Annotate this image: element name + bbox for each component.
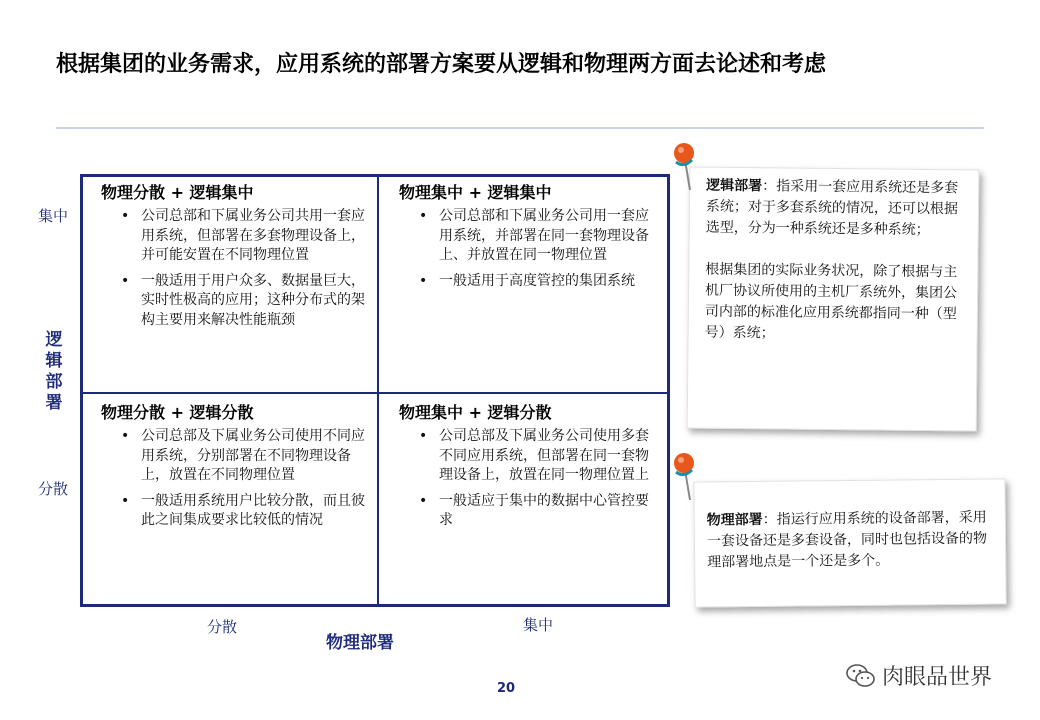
quadrant-heading: 物理集中 + 逻辑集中 (399, 183, 552, 202)
note-definition (706, 176, 965, 242)
physical-deployment-note (693, 478, 1006, 607)
page-title: 根据集团的业务需求，应用系统的部署方案要从逻辑和物理两方面去论述和考虑 (56, 52, 827, 77)
quadrant-heading: 物理集中 + 逻辑分散 (399, 403, 552, 422)
quadrant-heading: 物理分散 + 逻辑分散 (101, 403, 254, 422)
bullet-item: • 一般适应于集中的数据中心管控要求 (439, 492, 658, 531)
x-axis-right-label: 集中 (523, 616, 554, 634)
bullet-item: • 公司总部和下属业务公司用一套应用系统，并部署在同一套物理设备上、并放置在同一物理位置 (439, 207, 658, 266)
bullet-list (399, 207, 658, 291)
bullet-list (101, 427, 365, 531)
watermark (846, 660, 992, 691)
bullet-list (101, 207, 365, 330)
title-divider (56, 127, 984, 129)
bullet-list (399, 427, 658, 531)
note-definition-text: ：指采用一套应用系统还是多套系统；对于多套系统的情况，还可以根据选型，分为一种系统还是多种系统； (705, 178, 959, 239)
quadrant-physical-distributed-logical-distributed (83, 394, 377, 607)
push-pin-icon (670, 450, 704, 502)
note-definition-text: ：指运行应用系统的设备部署，采用一套设备还是多套设备，同时也包括设备的物理部署地点是一个还是多个。 (706, 509, 988, 571)
push-pin-icon (670, 140, 704, 192)
watermark-text: 肉眼品世界 (882, 665, 993, 690)
deployment-matrix (80, 174, 670, 607)
quadrant-physical-distributed-logical-centralized (83, 177, 377, 392)
page-number: 20 (497, 681, 516, 696)
y-axis-title: 逻辑部署 (45, 330, 63, 413)
bullet-item: • 公司总部及下属业务公司使用多套不同应用系统，但部署在同一套物理设备上，放置在同一物理位置上 (439, 427, 658, 486)
y-axis-bottom-label: 分散 (38, 480, 69, 498)
quadrant-heading: 物理分散 + 逻辑集中 (101, 183, 254, 202)
logical-deployment-note (687, 166, 980, 431)
quadrant-physical-centralized-logical-centralized (379, 177, 670, 392)
y-axis-top-label: 集中 (38, 207, 69, 225)
note-term: 逻辑部署 (706, 177, 763, 195)
bullet-item: • 一般适用于用户众多、数据量巨大，实时性极高的应用；这种分布式的架构主要用来解决性能瓶颈 (141, 272, 365, 331)
quadrant-physical-centralized-logical-distributed (379, 394, 670, 607)
bullet-item: • 一般适用于高度管控的集团系统 (439, 272, 658, 292)
wechat-icon (846, 663, 876, 689)
note-term: 物理部署 (706, 511, 763, 529)
x-axis-title: 物理部署 (326, 633, 394, 653)
note-definition (707, 508, 994, 574)
bullet-item: • 一般适用系统用户比较分散，而且彼此之间集成要求比较低的情况 (141, 492, 365, 531)
note-paragraph: 根据集团的实际业务状况，除了根据与主机厂协议所使用的主机厂系统外，集团公司内部的标准化应用系统都指同一种（型号）系统； (704, 261, 958, 342)
x-axis-left-label: 分散 (207, 618, 238, 636)
bullet-item: • 公司总部及下属业务公司使用不同应用系统，分别部署在不同物理设备上，放置在不同物理位置 (141, 427, 365, 486)
bullet-item: • 公司总部和下属业务公司共用一套应用系统，但部署在多套物理设备上，并可能安置在不同物理位置 (141, 207, 365, 266)
